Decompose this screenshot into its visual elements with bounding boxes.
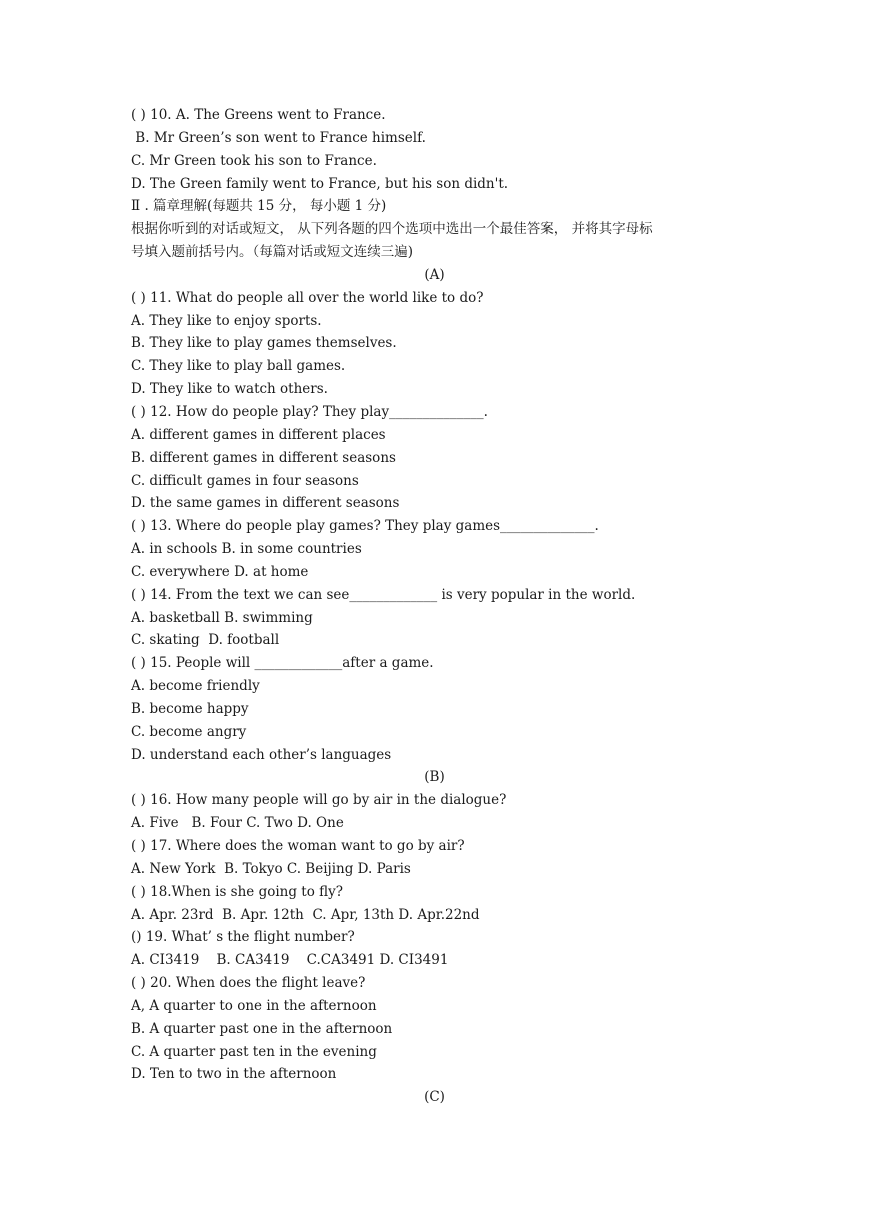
section-label: (C) [424, 1089, 445, 1106]
section-label: (A) [424, 266, 445, 283]
text-line: ( ) 18.When is she going to fly? [131, 883, 343, 900]
text-line: C. Mr Green took his son to France. [131, 152, 377, 169]
text-line: B. Mr Green’s son went to France himself. [131, 129, 426, 146]
text-line: C. become angry [131, 723, 247, 740]
text-line: B. They like to play games themselves. [131, 335, 397, 352]
text-line: ( ) 16. How many people will go by air in the dialogue? [131, 792, 507, 809]
text-line: A, A quarter to one in the afternoon [131, 997, 377, 1014]
text-line: B. different games in different seasons [131, 449, 396, 466]
text-line: ( ) 11. What do people all over the world like to do? [131, 289, 484, 306]
text-line: C. everywhere D. at home [131, 563, 309, 580]
text-line: 根据你听到的对话或短文， 从下列各题的四个选项中选出一个最佳答案， 并将其字母标 [131, 221, 653, 238]
text-line: () 19. What’ s the flight number? [131, 929, 355, 946]
text-line: C. difficult games in four seasons [131, 472, 359, 489]
text-line: ( ) 12. How do people play? They play______________. [131, 403, 488, 420]
text-line: C. skating D. football [131, 632, 280, 649]
text-line: D. Ten to two in the afternoon [131, 1066, 337, 1083]
text-line: C. A quarter past ten in the evening [131, 1043, 377, 1060]
text-line: D. understand each other’s languages [131, 746, 392, 763]
text-line: ( ) 20. When does the flight leave? [131, 975, 366, 992]
text-line: C. They like to play ball games. [131, 358, 346, 375]
text-line: D. the same games in different seasons [131, 495, 400, 512]
text-line: B. A quarter past one in the afternoon [131, 1020, 393, 1037]
text-line: A. basketball B. swimming [131, 609, 313, 626]
document-page [0, 104, 869, 1109]
section-label: (B) [424, 769, 445, 786]
text-line: D. The Green family went to France, but his son didn't. [131, 175, 509, 192]
text-line: ( ) 13. Where do people play games? They play games______________. [131, 518, 599, 535]
text-line: A. They like to enjoy sports. [131, 312, 322, 329]
text-line: B. become happy [131, 700, 249, 717]
text-line: Ⅱ . 篇章理解(每题共 15 分， 每小题 1 分) [131, 198, 387, 215]
text-line: ( ) 14. From the text we can see_____________ is very popular in the world. [131, 586, 636, 603]
text-line: A. in schools B. in some countries [131, 541, 362, 558]
text-line: ( ) 17. Where does the woman want to go by air? [131, 838, 465, 854]
text-line: ( ) 10. A. The Greens went to France. [131, 107, 386, 123]
text-line: A. Apr. 23rd B. Apr. 12th C. Apr, 13th D. Apr.22nd [131, 906, 480, 923]
text-line: A. New York B. Tokyo C. Beijing D. Paris [131, 860, 411, 877]
text-line: ( ) 15. People will _____________after a game. [131, 655, 434, 672]
text-line: 号填入题前括号内。（每篇对话或短文连续三遍) [131, 244, 414, 261]
text-line: A. become friendly [131, 678, 260, 695]
text-line: D. They like to watch others. [131, 381, 328, 398]
text-line: A. different games in different places [131, 426, 386, 443]
text-line: A. Five B. Four C. Two D. One [131, 815, 344, 832]
text-line: A. CI3419 B. CA3419 C.CA3491 D. CI3491 [131, 952, 449, 969]
